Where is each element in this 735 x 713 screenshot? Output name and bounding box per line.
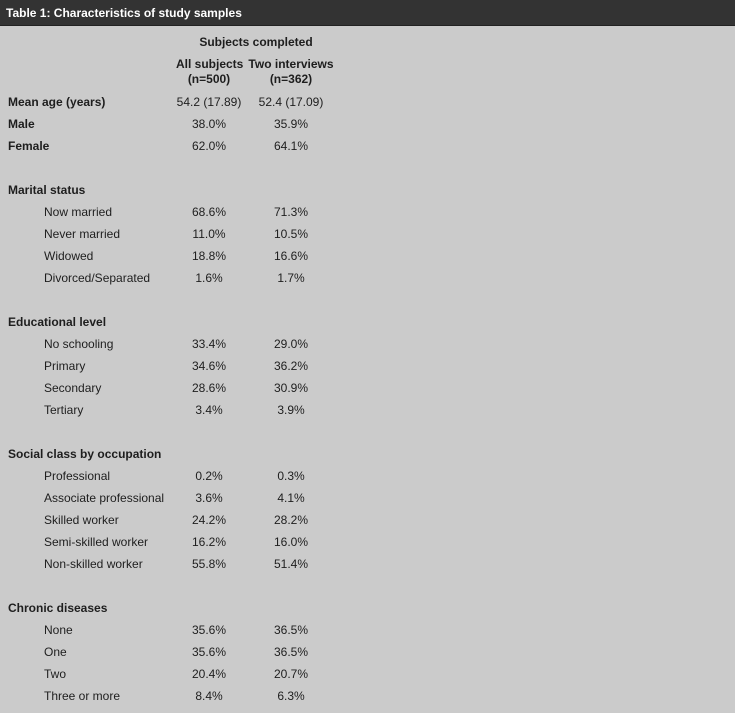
row-value-two: 71.3%	[273, 205, 309, 219]
table-title: Table 1: Characteristics of study samples	[0, 0, 735, 26]
row-value-two: 28.2%	[273, 513, 309, 527]
row-label: Widowed	[44, 249, 94, 263]
row-value-two: 3.9%	[277, 403, 305, 417]
row-label: Secondary	[44, 381, 102, 395]
row-label: One	[44, 645, 67, 659]
section-heading: Educational level	[8, 315, 107, 329]
row-label: Associate professional	[44, 491, 165, 505]
row-value-two: 0.3%	[277, 469, 305, 483]
row-value-all: 16.2%	[191, 535, 227, 549]
row-value-all: 11.0%	[192, 227, 226, 241]
row-value-two: 51.4%	[273, 557, 309, 571]
row-value-two: 20.7%	[273, 667, 309, 681]
header-col2-line2: (n=362)	[269, 72, 313, 86]
row-label: None	[44, 623, 73, 637]
row-value-two: 64.1%	[273, 139, 309, 153]
row-value-two: 36.5%	[273, 623, 309, 637]
row-label: Semi-skilled worker	[44, 535, 149, 549]
row-value-two: 16.6%	[273, 249, 309, 263]
header-col2-line1: Two interviews	[248, 57, 334, 71]
row-value-two: 10.5%	[273, 227, 309, 241]
row-value-two: 36.5%	[273, 645, 309, 659]
row-label: Now married	[44, 205, 113, 219]
row-value-all: 33.4%	[191, 337, 227, 351]
row-value-all: 34.6%	[191, 359, 227, 373]
section-heading: Chronic diseases	[8, 601, 108, 615]
row-value-all: 0.2%	[195, 469, 223, 483]
row-label: Non-skilled worker	[44, 557, 143, 571]
row-value-two: 4.1%	[277, 491, 305, 505]
row-value-two: 1.7%	[277, 271, 305, 285]
row-label: Tertiary	[44, 403, 84, 417]
row-value-all: 68.6%	[191, 205, 227, 219]
header-col1-line2: (n=500)	[187, 72, 231, 86]
row-value-all: 3.4%	[195, 403, 223, 417]
row-value-two: 52.4 (17.09)	[258, 95, 324, 109]
row-value-all: 55.8%	[191, 557, 227, 571]
row-value-all: 24.2%	[191, 513, 227, 527]
row-label: Divorced/Separated	[44, 271, 151, 285]
row-value-all: 1.6%	[195, 271, 223, 285]
row-value-all: 20.4%	[191, 667, 227, 681]
row-value-two: 29.0%	[273, 337, 309, 351]
row-value-all: 8.4%	[195, 689, 223, 703]
row-value-all: 35.6%	[191, 623, 227, 637]
section-heading: Marital status	[8, 183, 86, 197]
row-value-all: 18.8%	[191, 249, 227, 263]
row-value-all: 3.6%	[195, 491, 223, 505]
row-label: Mean age (years)	[8, 95, 106, 109]
row-label: Female	[8, 139, 50, 153]
row-value-two: 30.9%	[273, 381, 309, 395]
section-heading: Social class by occupation	[8, 447, 162, 461]
row-label: Two	[44, 667, 67, 681]
row-value-two: 35.9%	[273, 117, 309, 131]
row-value-two: 6.3%	[277, 689, 305, 703]
row-value-all: 35.6%	[191, 645, 227, 659]
row-label: Male	[8, 117, 35, 131]
row-value-all: 62.0%	[191, 139, 227, 153]
header-group: Subjects completed	[199, 35, 313, 49]
row-value-all: 38.0%	[191, 117, 227, 131]
row-label: Three or more	[44, 689, 121, 703]
header-col1-line1: All subjects	[176, 57, 244, 71]
row-value-two: 16.0%	[273, 535, 309, 549]
row-label: Never married	[44, 227, 121, 241]
row-value-all: 54.2 (17.89)	[176, 95, 242, 109]
row-label: Primary	[44, 359, 86, 373]
row-label: No schooling	[44, 337, 114, 351]
row-label: Skilled worker	[44, 513, 119, 527]
row-value-two: 36.2%	[273, 359, 309, 373]
row-value-all: 28.6%	[191, 381, 227, 395]
row-label: Professional	[44, 469, 111, 483]
